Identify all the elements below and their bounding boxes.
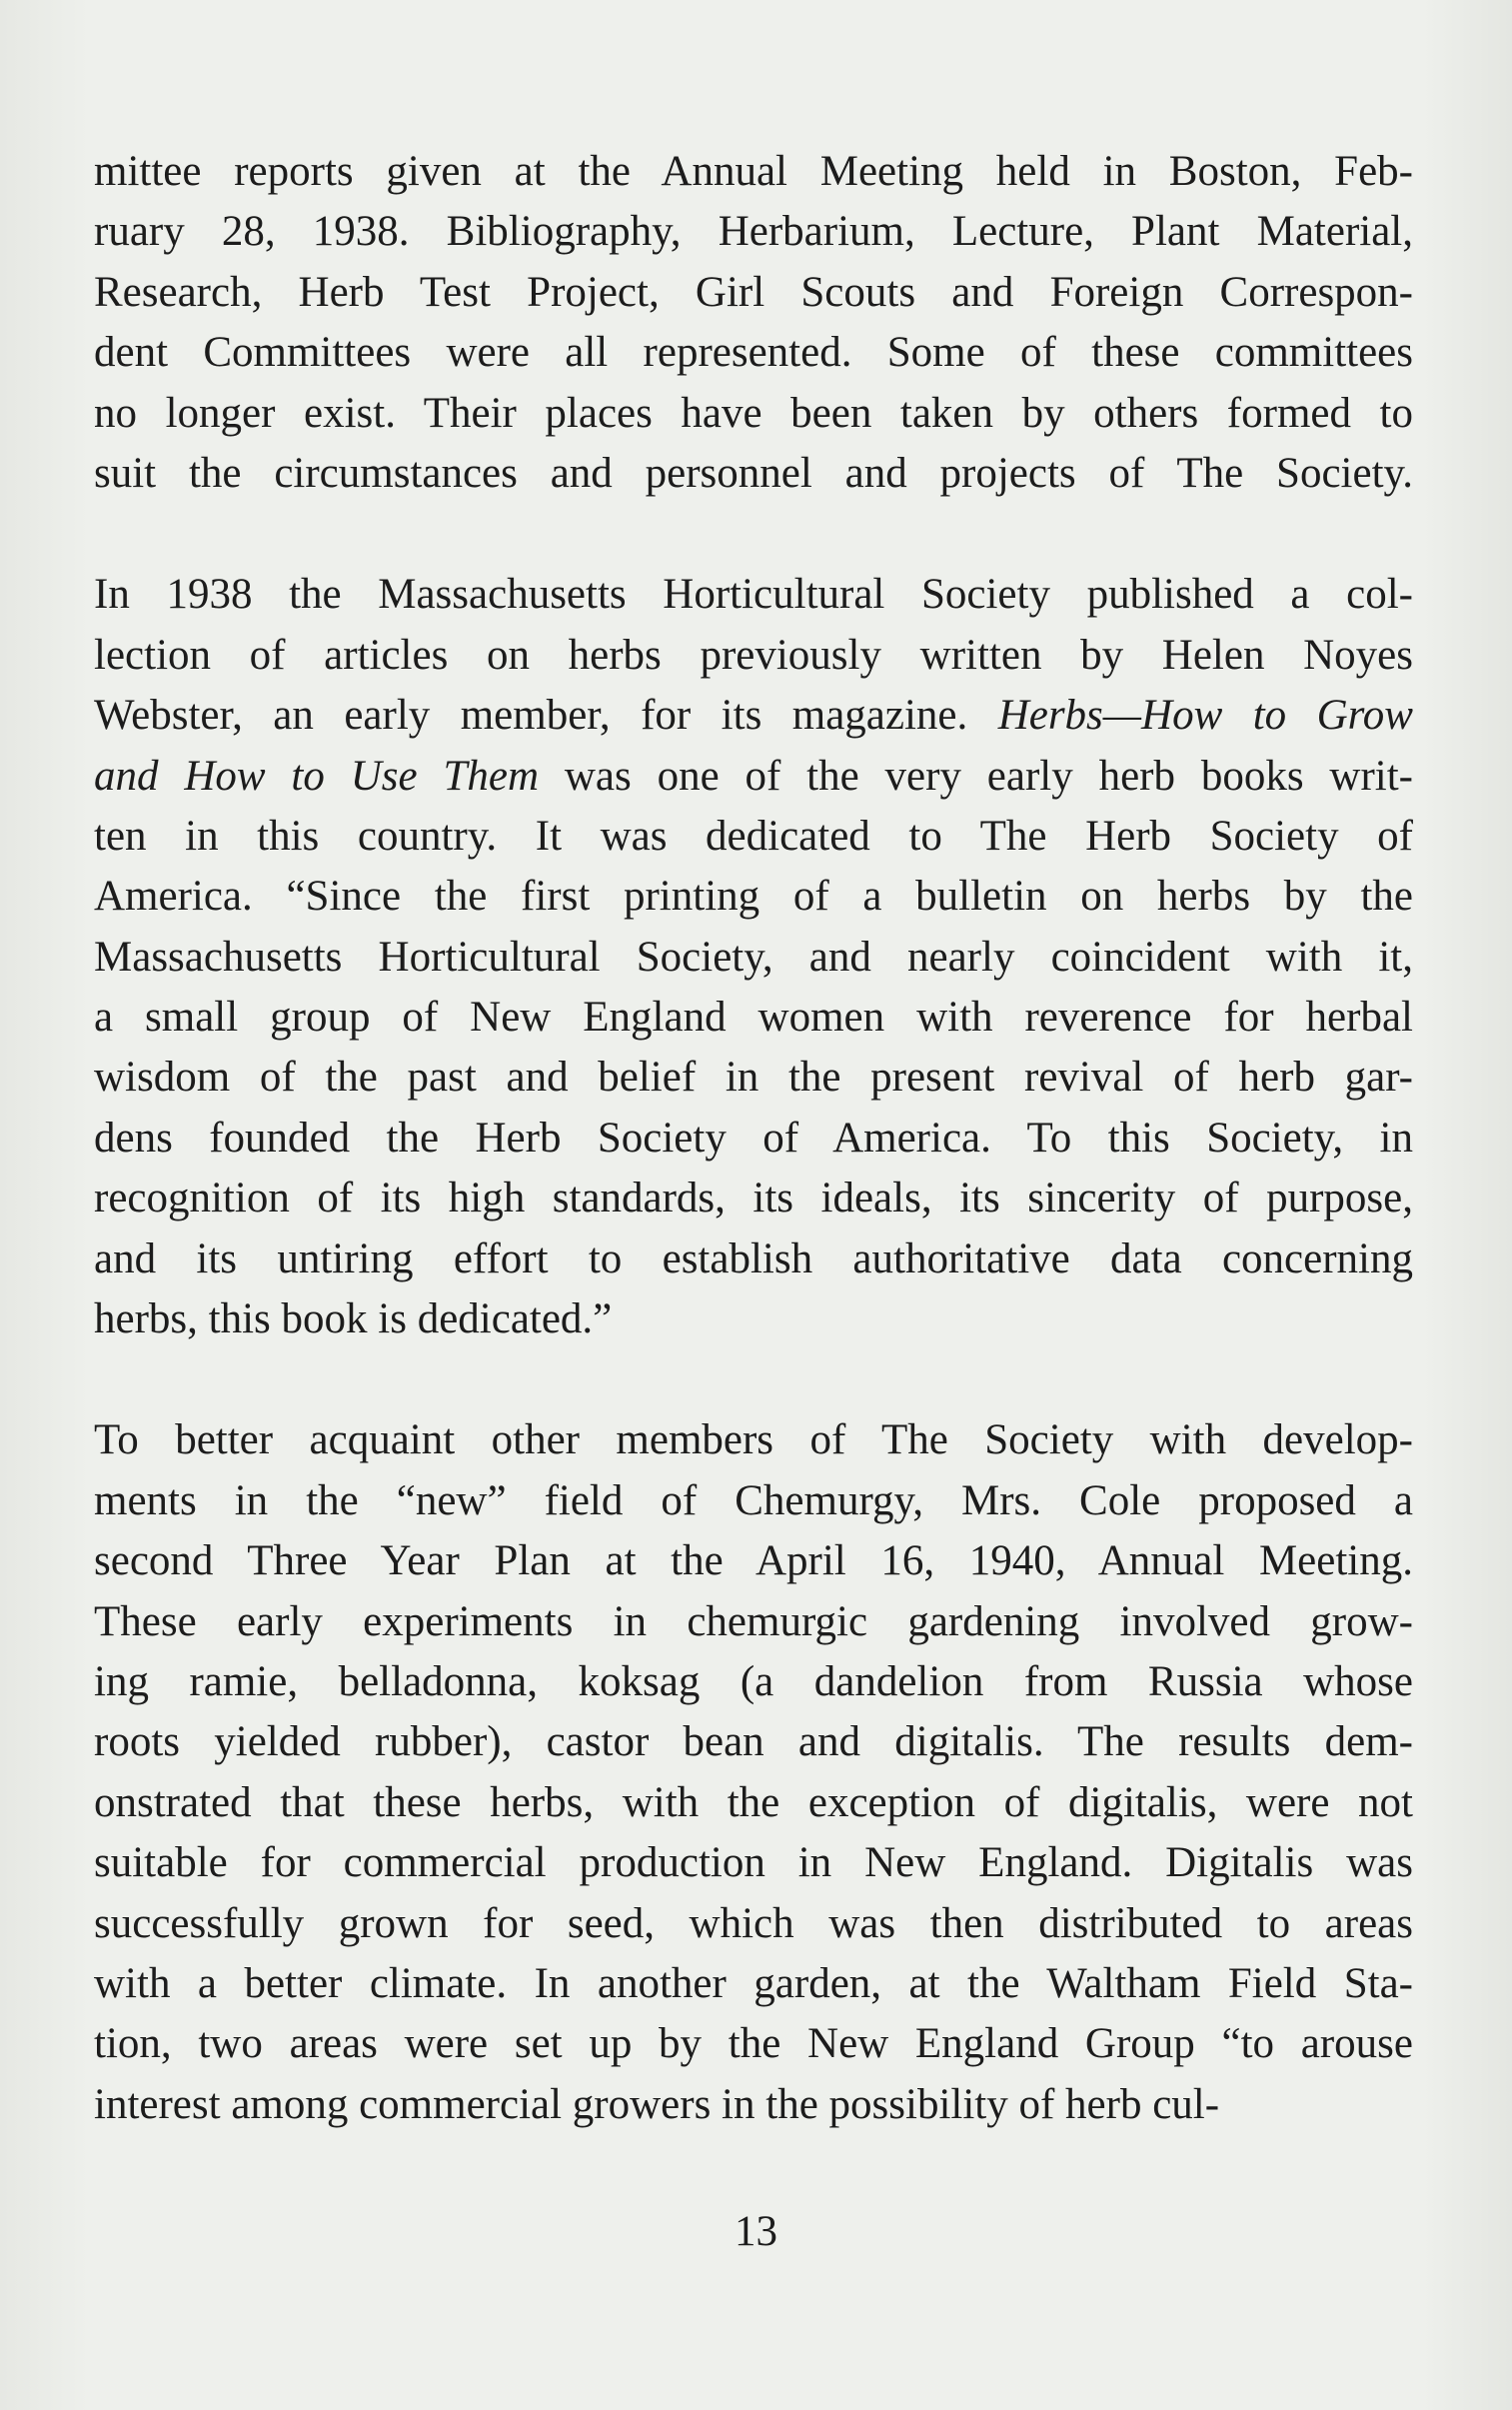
text-segment: dent Committees were all represented. Some of these committees	[94, 329, 1413, 377]
text-line	[94, 2014, 1413, 2074]
text-line	[94, 1410, 1413, 1470]
text-line	[94, 1531, 1413, 1591]
text-line	[94, 1954, 1413, 2014]
paragraph	[94, 1410, 1413, 2135]
body-text	[94, 142, 1413, 2196]
text-line	[94, 807, 1413, 867]
text-line	[94, 1048, 1413, 1108]
text-line	[94, 1471, 1413, 1531]
text-segment: ten in this country. It was dedicated to The Herb Society of	[94, 812, 1413, 860]
text-line	[94, 988, 1413, 1048]
text-segment: interest among commercial growers in the possibility of herb cul-	[94, 2080, 1220, 2128]
text-segment: ments in the “new” field of Chemurgy, Mrs. Cole proposed a	[94, 1476, 1413, 1524]
text-line	[94, 928, 1413, 988]
text-segment: Webster, an early member, for its magazine.	[94, 692, 998, 740]
text-line	[94, 323, 1413, 383]
text-segment: a small group of New England women with reverence for herbal	[94, 994, 1413, 1042]
text-line	[94, 565, 1413, 625]
text-segment: These early experiments in chemurgic gardening involved grow-	[94, 1597, 1413, 1645]
text-line	[94, 2075, 1413, 2135]
text-line	[94, 1833, 1413, 1893]
text-line	[94, 1229, 1413, 1289]
page-number: 13	[735, 2208, 777, 2255]
text-line	[94, 1894, 1413, 1954]
text-segment: roots yielded rubber), castor bean and digitalis. The results dem-	[94, 1718, 1413, 1766]
paragraph	[94, 142, 1413, 504]
text-segment: In 1938 the Massachusetts Horticultural Society published a col-	[94, 571, 1413, 619]
text-line	[94, 867, 1413, 927]
italic-book-title: and How to Use Them	[94, 752, 539, 800]
text-line	[94, 686, 1413, 746]
text-line	[94, 202, 1413, 262]
text-segment: To better acquaint other members of The Society with develop-	[94, 1416, 1413, 1464]
text-segment: herbs, this book is dedicated.”	[94, 1295, 613, 1343]
text-line	[94, 1109, 1413, 1169]
text-segment: was one of the very early herb books writ-	[539, 752, 1413, 800]
italic-book-title: Herbs—How to Grow	[997, 692, 1413, 740]
text-line	[94, 1652, 1413, 1712]
text-segment: ruary 28, 1938. Bibliography, Herbarium, Lecture, Plant Material,	[94, 208, 1413, 256]
text-segment: mittee reports given at the Annual Meeting held in Boston, Feb-	[94, 148, 1413, 195]
paragraph	[94, 565, 1413, 1349]
text-line	[94, 142, 1413, 202]
text-segment: suitable for commercial production in New England. Digitalis was	[94, 1839, 1413, 1887]
text-line	[94, 1712, 1413, 1772]
text-line	[94, 384, 1413, 444]
text-segment: Massachusetts Horticultural Society, and nearly coincident with it,	[94, 933, 1413, 981]
text-line	[94, 1773, 1413, 1833]
text-segment: America. “Since the first printing of a bulletin on herbs by the	[94, 873, 1413, 921]
text-segment: dens founded the Herb Society of America. To this Society, in	[94, 1114, 1413, 1162]
text-segment: onstrated that these herbs, with the exception of digitalis, were not	[94, 1778, 1413, 1826]
text-segment: lection of articles on herbs previously written by Helen Noyes	[94, 631, 1413, 679]
text-segment: wisdom of the past and belief in the present revival of herb gar-	[94, 1054, 1413, 1102]
text-segment: second Three Year Plan at the April 16, 1940, Annual Meeting.	[94, 1537, 1413, 1585]
text-segment: successfully grown for seed, which was then distributed to areas	[94, 1899, 1413, 1947]
text-segment: suit the circumstances and personnel and projects of The Society.	[94, 449, 1413, 497]
text-segment: tion, two areas were set up by the New England Group “to arouse	[94, 2020, 1413, 2068]
text-line	[94, 263, 1413, 323]
text-line	[94, 1169, 1413, 1228]
text-line	[94, 1592, 1413, 1652]
text-line	[94, 444, 1413, 504]
text-segment: ing ramie, belladonna, koksag (a dandelion from Russia whose	[94, 1657, 1413, 1705]
text-segment: no longer exist. Their places have been taken by others formed to	[94, 389, 1413, 437]
text-line	[94, 626, 1413, 686]
text-segment: and its untiring effort to establish authoritative data concerning	[94, 1234, 1413, 1282]
text-segment: Research, Herb Test Project, Girl Scouts and Foreign Correspon-	[94, 268, 1413, 316]
text-segment: with a better climate. In another garden, at the Waltham Field Sta-	[94, 1959, 1413, 2007]
text-line	[94, 1289, 1413, 1349]
text-segment: recognition of its high standards, its ideals, its sincerity of purpose,	[94, 1175, 1413, 1222]
text-line	[94, 747, 1413, 807]
